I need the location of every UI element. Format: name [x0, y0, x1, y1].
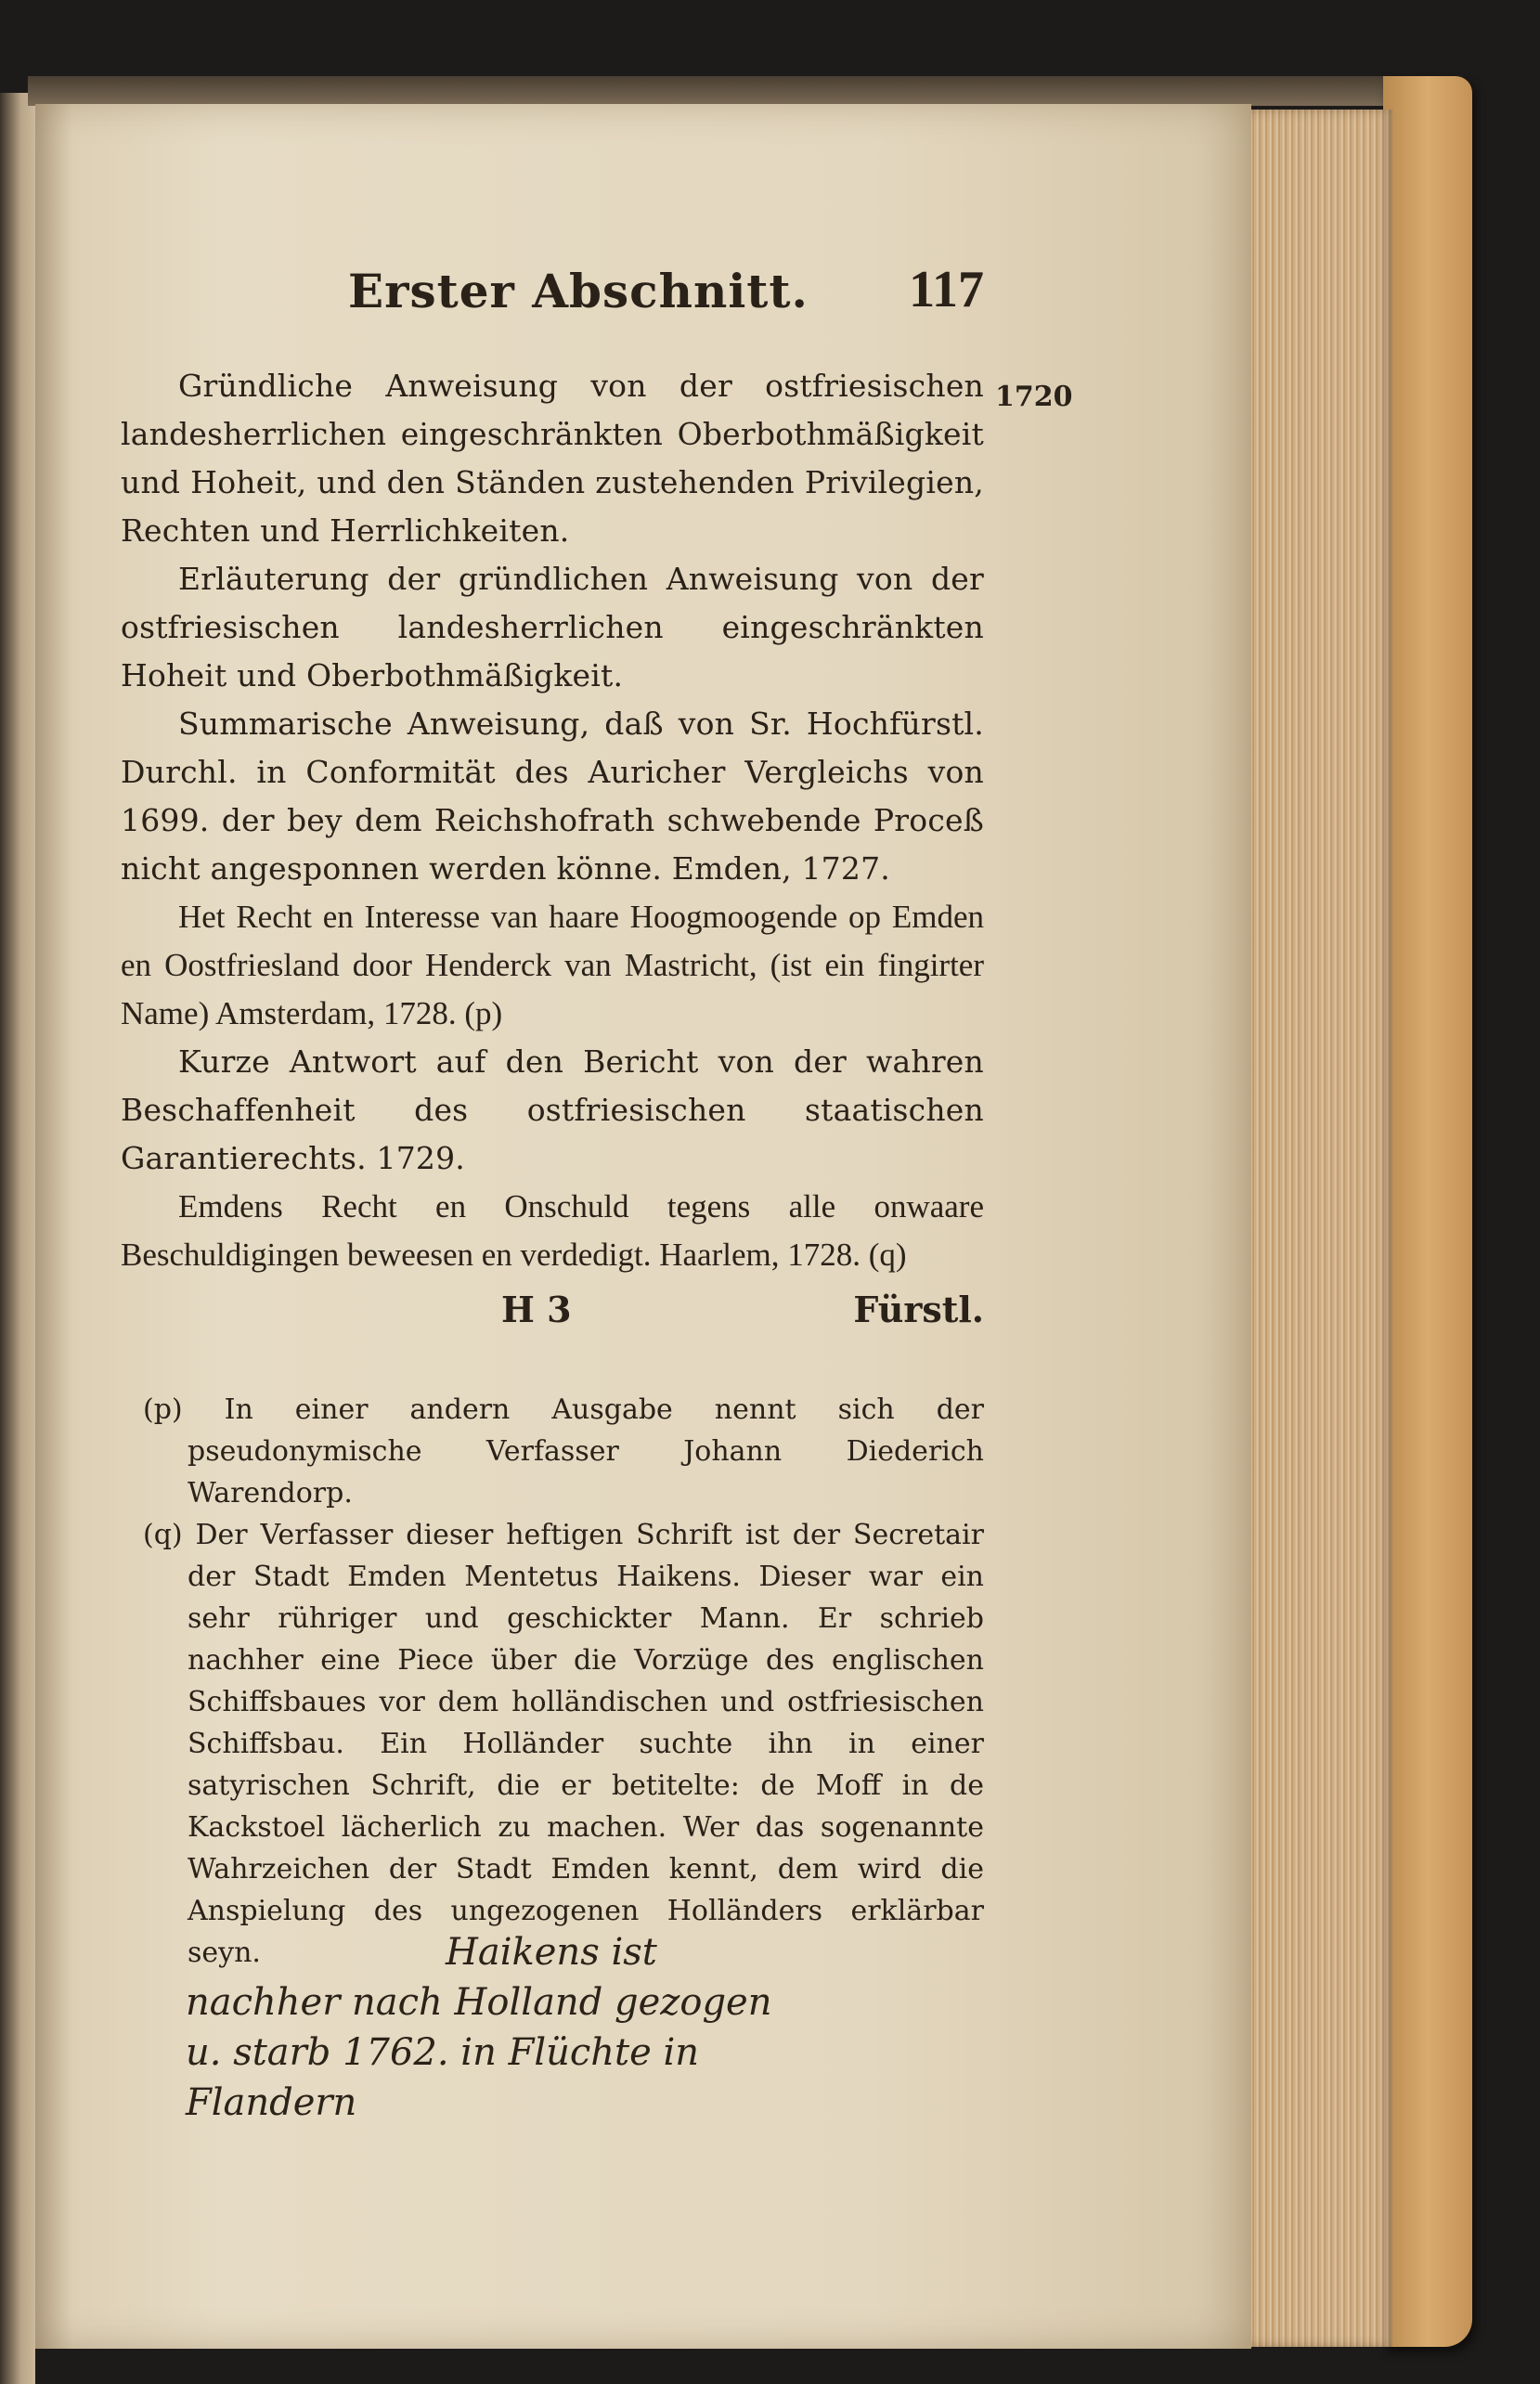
bibliography-entry: Kurze Antwort auf den Bericht von der wahren Beschaffenheit des ostfriesischen staatischen Garantierechts. 1729.	[121, 1043, 984, 1176]
book-cover-edge	[1383, 76, 1472, 2347]
bibliography-entry: Erläuterung der gründlichen Anweisung von der ostfriesischen landesherrlichen eingeschränkten Hoheit und Oberbothmäßigkeit.	[121, 561, 984, 693]
bibliography-entry: Summarische Anweisung, daß von Sr. Hochfürstl. Durchl. in Conformität des Auricher Vergleichs von 1699. der bey dem Reichshofrath schwebende Proceß nicht angesponnen werden könne. Emden, 1727.	[121, 706, 984, 887]
page-block-edges	[1242, 110, 1392, 2347]
bibliography-entry: Het Recht en Interesse van haare Hoogmoogende op Emden en Oostfriesland door Henderck van Mastricht, (ist ein fingirter Name) Amsterdam, 1728. (p)	[121, 899, 984, 1031]
footnotes	[121, 1389, 984, 1974]
handwritten-line: nachher nach Holland gezogen	[186, 1981, 772, 2024]
margin-year: 1720	[995, 381, 1073, 413]
left-page-edge	[0, 93, 35, 2384]
bibliography-entry: Gründliche Anweisung von der ostfriesischen landesherrlichen eingeschränkten Oberbothmäßigkeit und Hoheit, und den Ständen zustehenden Privilegien, Rechten und Herrlichkeiten.	[121, 368, 984, 549]
body-text	[121, 362, 984, 2128]
signature-line	[121, 1287, 984, 1342]
running-head-title: Erster Abschnitt.	[348, 264, 809, 318]
page-number: 117	[909, 261, 984, 318]
catchword: Fürstl.	[853, 1289, 984, 1330]
handwritten-line: Flandern	[186, 2081, 357, 2124]
running-head	[121, 260, 984, 334]
signature-mark: H 3	[501, 1289, 572, 1330]
footnote: (q) Der Verfasser dieser heftigen Schrift ist der Secretair der Stadt Emden Mentetus Haikens. Dieser war ein sehr rühriger und geschickter Mann. Er schrieb nachher eine Piece über die Vorzüge des englischen Schiffsbaues vor dem holländischen und ostfriesischen Schiffsbau. Ein Holländer suchte ihn in einer satyrischen Schrift, die er betitelte: de Moff in de Kackstoel lächerlich zu machen. Wer das sogenannte Wahrzeichen der Stadt Emden kennt, dem wird die Anspielung des ungezogenen Holländers erklärbar seyn.	[143, 1519, 984, 1969]
cover-top-edge	[28, 76, 1439, 106]
bibliography-entry: Emdens Recht en Onschuld tegens alle onwaare Beschuldigingen beweesen en verdedigt. Haarlem, 1728. (q)	[121, 1188, 984, 1273]
handwritten-line: Haikens ist	[446, 1931, 657, 1974]
footnote: (p) In einer andern Ausgabe nennt sich der pseudonymische Verfasser Johann Diederich Warendorp.	[143, 1393, 984, 1509]
handwritten-line: u. starb 1762. in Flüchte in	[186, 2031, 700, 2074]
